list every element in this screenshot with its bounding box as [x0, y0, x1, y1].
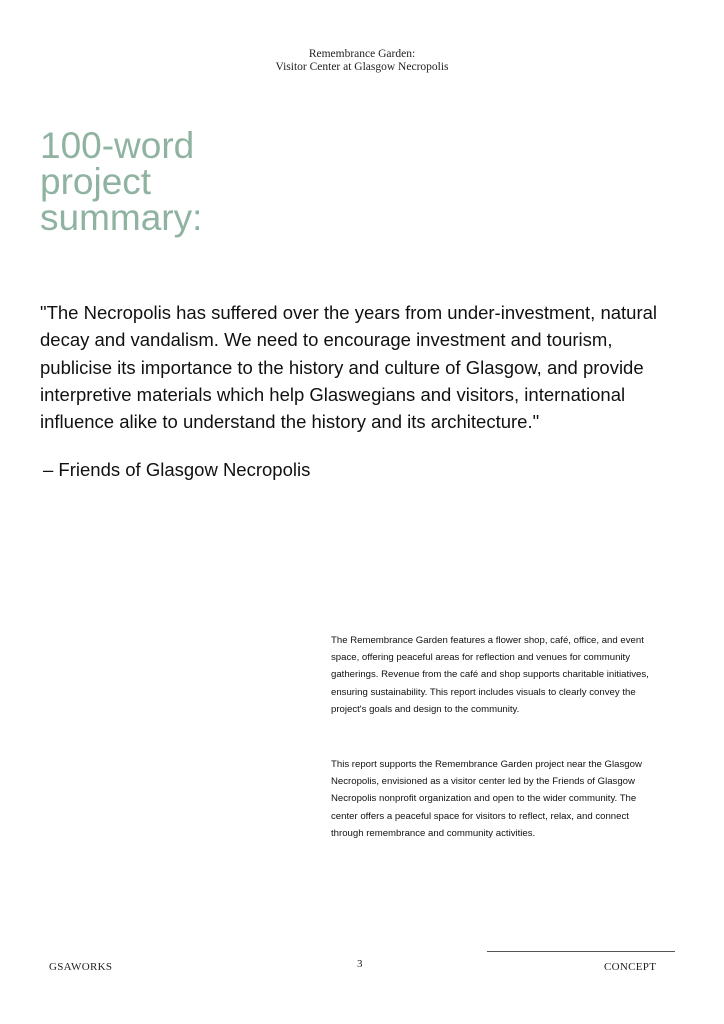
page-number: 3 [357, 958, 363, 970]
quote-line: publicise its importance to the history and culture of Glasgow, and provide [40, 356, 644, 378]
paragraph-line: ensuring sustainability. This report includes visuals to clearly convey the [331, 686, 636, 698]
running-header [0, 48, 724, 74]
paragraph-line: center offers a peaceful space for visitors to reflect, relax, and connect [331, 810, 629, 822]
paragraph-line: gatherings. Revenue from the café and shop supports charitable initiatives, [331, 669, 649, 681]
quote-line: influence alike to understand the history and its architecture." [40, 411, 540, 433]
paragraph-line: Necropolis nonprofit organization and open to the wider community. The [331, 793, 637, 805]
quote-line: interpretive materials which help Glaswegians and visitors, international [40, 383, 626, 405]
section-heading-line: 100-word [40, 125, 195, 166]
paragraph-line: project's goals and design to the community. [331, 703, 520, 715]
body-paragraph-2 [331, 756, 701, 842]
paragraph-line: space, offering peaceful areas for reflection and venues for community [331, 652, 630, 664]
header-title-line: Remembrance Garden: [308, 48, 416, 60]
paragraph-line: through remembrance and community activities. [331, 827, 536, 839]
footer-brand: GSAWORKS [49, 961, 113, 973]
body-paragraph-1 [331, 632, 701, 718]
footer-divider [487, 951, 675, 952]
section-heading-line: summary: [40, 197, 203, 238]
paragraph-line: The Remembrance Garden features a flower shop, café, office, and event [331, 635, 644, 646]
quote-line: decay and vandalism. We need to encourage investment and tourism, [40, 329, 613, 351]
paragraph-line: This report supports the Remembrance Garden project near the Glasgow [331, 759, 642, 770]
quote-attribution: – Friends of Glasgow Necropolis [43, 459, 311, 480]
pull-quote [40, 299, 690, 435]
paragraph-line: Necropolis, envisioned as a visitor center led by the Friends of Glasgow [331, 776, 635, 788]
footer-section-label: CONCEPT [604, 961, 657, 973]
header-subtitle-line: Visitor Center at Glasgow Necropolis [275, 61, 449, 73]
quote-line: "The Necropolis has suffered over the years from under-investment, natural [40, 302, 658, 323]
section-heading-line: project [40, 161, 152, 202]
section-heading [40, 125, 300, 238]
